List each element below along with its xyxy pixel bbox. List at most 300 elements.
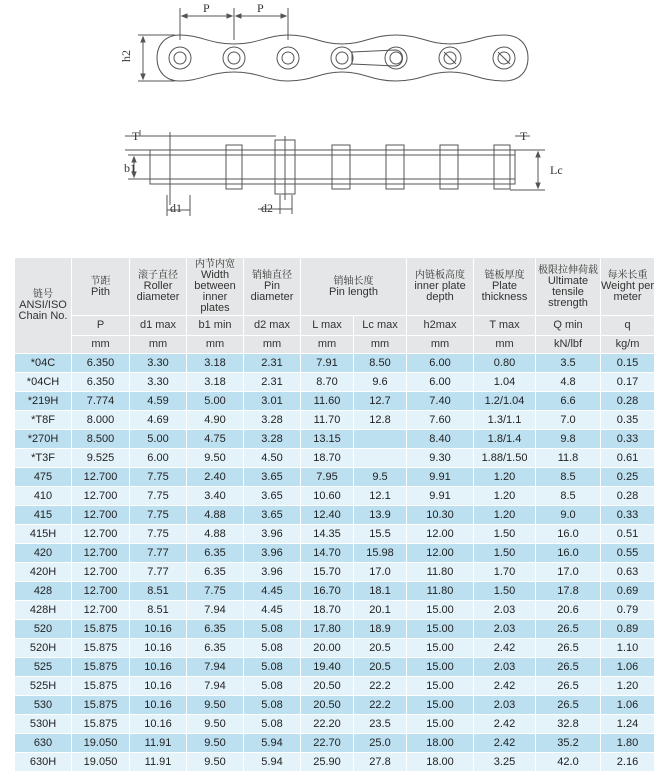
table-cell: 7.75 [187, 582, 244, 601]
table-cell: 9.8 [536, 430, 601, 449]
pitch-label-2: P [257, 1, 264, 15]
header-plate-depth: 内链板高度 inner plate depth [407, 258, 474, 316]
table-cell: 1.20 [474, 506, 536, 525]
chain-no-cell: 630 [15, 734, 72, 753]
table-cell: 42.0 [536, 753, 601, 772]
table-cell: 16.0 [536, 544, 601, 563]
table-cell: 5.00 [187, 392, 244, 411]
h2-label: h2 [119, 50, 133, 62]
chain-no-cell: 410 [15, 487, 72, 506]
table-cell: 3.18 [187, 373, 244, 392]
table-cell: 15.00 [407, 639, 474, 658]
table-cell: 10.16 [130, 677, 187, 696]
chain-no-cell: *04CH [15, 373, 72, 392]
table-cell: 15.98 [354, 544, 407, 563]
unit-tensile: kN/lbf [536, 336, 601, 354]
table-cell: 5.08 [244, 620, 301, 639]
table-cell: 15.00 [407, 715, 474, 734]
table-cell [354, 430, 407, 449]
table-cell: 7.0 [536, 411, 601, 430]
table-cell: 19.40 [301, 658, 354, 677]
table-cell: 5.08 [244, 658, 301, 677]
d1-label: d1 [170, 201, 182, 215]
table-cell: 22.2 [354, 696, 407, 715]
table-cell: 8.000 [72, 411, 130, 430]
table-cell: 5.08 [244, 677, 301, 696]
d2-label: d2 [261, 201, 273, 215]
table-cell: 15.875 [72, 620, 130, 639]
table-cell: 2.03 [474, 620, 536, 639]
table-cell: 20.00 [301, 639, 354, 658]
table-body [15, 354, 655, 772]
table-row [15, 373, 655, 392]
table-cell: 0.17 [601, 373, 655, 392]
unit-pitch: mm [72, 336, 130, 354]
table-cell: 12.1 [354, 487, 407, 506]
table-cell: 11.80 [407, 582, 474, 601]
table-cell: 14.35 [301, 525, 354, 544]
table-row [15, 354, 655, 373]
table-cell: 11.91 [130, 753, 187, 772]
table-cell: 12.700 [72, 563, 130, 582]
table-cell: 15.875 [72, 639, 130, 658]
table-cell: 0.63 [601, 563, 655, 582]
table-cell: 7.75 [130, 468, 187, 487]
table-cell: 0.15 [601, 354, 655, 373]
table-cell: 18.1 [354, 582, 407, 601]
b1-label: b1 [124, 161, 136, 175]
table-cell: 3.25 [474, 753, 536, 772]
chain-spec-table [14, 257, 655, 772]
table-cell: 3.40 [187, 487, 244, 506]
table-cell: 10.16 [130, 696, 187, 715]
table-cell: 2.03 [474, 696, 536, 715]
table-cell: 7.91 [301, 354, 354, 373]
unit-pin-diameter: mm [244, 336, 301, 354]
table-cell: 12.40 [301, 506, 354, 525]
symbol-pitch: P [72, 316, 130, 336]
header-pitch: 节距 Pith [72, 258, 130, 316]
table-row [15, 753, 655, 772]
table-cell: 15.875 [72, 715, 130, 734]
table-cell: 2.42 [474, 677, 536, 696]
table-cell: 5.00 [130, 430, 187, 449]
table-cell: 3.65 [244, 487, 301, 506]
table-cell: 23.5 [354, 715, 407, 734]
table-cell: 4.45 [244, 582, 301, 601]
table-cell: 12.700 [72, 544, 130, 563]
table-row [15, 715, 655, 734]
table-cell: 2.42 [474, 639, 536, 658]
unit-thickness: mm [474, 336, 536, 354]
table-cell: 7.75 [130, 525, 187, 544]
table-cell: 8.51 [130, 601, 187, 620]
table-cell: 17.8 [536, 582, 601, 601]
chain-no-cell: 420 [15, 544, 72, 563]
table-cell: 35.2 [536, 734, 601, 753]
header-inner-width: 内节内宽 Width between inner plates [187, 258, 244, 316]
table-cell: 22.70 [301, 734, 354, 753]
header-chain-no: 链号 ANSI/ISO Chain No. [15, 258, 72, 354]
table-cell: 9.50 [187, 449, 244, 468]
lc-label: Lc [550, 163, 563, 177]
table-cell: 17.0 [354, 563, 407, 582]
chain-no-cell: 520 [15, 620, 72, 639]
table-cell: 8.40 [407, 430, 474, 449]
table-row [15, 525, 655, 544]
table-cell: 1.20 [601, 677, 655, 696]
table-cell: 17.80 [301, 620, 354, 639]
table-cell: 12.700 [72, 582, 130, 601]
table-cell: 19.050 [72, 753, 130, 772]
t-label-right: T [520, 129, 528, 143]
header-plate-thickness: 链板厚度 Plate thickness [474, 258, 536, 316]
table-cell: 1.06 [601, 658, 655, 677]
table-cell: 10.30 [407, 506, 474, 525]
table-cell: 6.350 [72, 354, 130, 373]
chain-no-cell: *T8F [15, 411, 72, 430]
table-cell: 15.875 [72, 677, 130, 696]
table-cell: 18.00 [407, 734, 474, 753]
table-cell: 7.77 [130, 563, 187, 582]
table-cell: 20.1 [354, 601, 407, 620]
table-cell: 0.28 [601, 392, 655, 411]
header-weight: 每米长重 Weight per meter [601, 258, 655, 316]
table-cell: 8.5 [536, 487, 601, 506]
table-cell: 9.30 [407, 449, 474, 468]
table-cell: 1.04 [474, 373, 536, 392]
table-cell: 7.94 [187, 677, 244, 696]
symbol-plate-depth: h2max [407, 316, 474, 336]
table-cell: 5.08 [244, 696, 301, 715]
chain-no-cell: 415H [15, 525, 72, 544]
header-pin-length: 销轴长度 Pin length [301, 258, 407, 316]
table-cell: 5.94 [244, 734, 301, 753]
table-cell: 9.91 [407, 487, 474, 506]
table-cell: 15.00 [407, 601, 474, 620]
header-tensile-strength: 极限拉伸荷载 Ultimate tensile strength [536, 258, 601, 316]
table-cell: 25.0 [354, 734, 407, 753]
table-cell: 6.35 [187, 563, 244, 582]
table-cell: 1.10 [601, 639, 655, 658]
table-cell: 6.00 [407, 354, 474, 373]
table-row [15, 658, 655, 677]
table-cell: 12.700 [72, 487, 130, 506]
table-cell: 11.70 [301, 411, 354, 430]
table-cell: 8.500 [72, 430, 130, 449]
table-cell: 26.5 [536, 696, 601, 715]
chain-no-cell: 530H [15, 715, 72, 734]
chain-no-cell: 428 [15, 582, 72, 601]
t-label-left: T [132, 129, 140, 143]
table-cell: 15.00 [407, 696, 474, 715]
table-cell: 20.5 [354, 639, 407, 658]
table-cell: 25.90 [301, 753, 354, 772]
table-cell: 12.700 [72, 468, 130, 487]
table-cell: 10.16 [130, 715, 187, 734]
table-row [15, 601, 655, 620]
table-cell: 1.20 [474, 468, 536, 487]
table-cell: 5.08 [244, 639, 301, 658]
table-cell: 15.00 [407, 677, 474, 696]
table-cell: 12.8 [354, 411, 407, 430]
table-cell: 13.15 [301, 430, 354, 449]
table-cell: 10.16 [130, 658, 187, 677]
table-cell: 4.45 [244, 601, 301, 620]
table-cell: 0.69 [601, 582, 655, 601]
table-row [15, 411, 655, 430]
table-cell: 7.77 [130, 544, 187, 563]
table-cell: 17.0 [536, 563, 601, 582]
chain-no-cell: *219H [15, 392, 72, 411]
header-pin-diameter: 销轴直径 Pin diameter [244, 258, 301, 316]
table-cell: 26.5 [536, 658, 601, 677]
table-cell: 2.03 [474, 658, 536, 677]
symbol-pin-length-l: L max [301, 316, 354, 336]
table-cell: 7.95 [301, 468, 354, 487]
table-cell: 7.75 [130, 506, 187, 525]
table-cell: 7.94 [187, 658, 244, 677]
chain-no-cell: 475 [15, 468, 72, 487]
table-cell: 3.96 [244, 544, 301, 563]
table-cell: 4.59 [130, 392, 187, 411]
table-cell: 4.8 [536, 373, 601, 392]
table-cell: 10.16 [130, 639, 187, 658]
symbol-tensile: Q min [536, 316, 601, 336]
table-cell: 9.50 [187, 715, 244, 734]
table-row [15, 487, 655, 506]
table-cell: 0.35 [601, 411, 655, 430]
table-cell: 20.50 [301, 696, 354, 715]
table-cell: 15.875 [72, 658, 130, 677]
table-cell: 12.00 [407, 525, 474, 544]
table-cell: 9.50 [187, 734, 244, 753]
table-cell: 15.70 [301, 563, 354, 582]
table-cell: 2.16 [601, 753, 655, 772]
table-cell: 0.51 [601, 525, 655, 544]
table-cell: 18.00 [407, 753, 474, 772]
table-cell: 3.65 [244, 506, 301, 525]
header-roller-diameter: 滚子直径 Roller diameter [130, 258, 187, 316]
table-cell: 1.50 [474, 525, 536, 544]
table-cell: 3.30 [130, 373, 187, 392]
symbol-thickness: T max [474, 316, 536, 336]
table-row [15, 468, 655, 487]
table-cell: 15.00 [407, 620, 474, 639]
table-cell: 3.01 [244, 392, 301, 411]
table-row [15, 563, 655, 582]
chain-no-cell: 428H [15, 601, 72, 620]
table-cell: 9.0 [536, 506, 601, 525]
table-cell: 26.5 [536, 677, 601, 696]
table-cell: 2.31 [244, 354, 301, 373]
unit-width: mm [187, 336, 244, 354]
table-cell: 32.8 [536, 715, 601, 734]
table-cell: 9.91 [407, 468, 474, 487]
table-cell: 10.60 [301, 487, 354, 506]
table-cell: 19.050 [72, 734, 130, 753]
table-cell: 18.70 [301, 601, 354, 620]
table-cell: 11.8 [536, 449, 601, 468]
table-cell: 3.96 [244, 563, 301, 582]
table-cell: 7.75 [130, 487, 187, 506]
table-cell: 3.30 [130, 354, 187, 373]
chain-no-cell: 525 [15, 658, 72, 677]
table-cell: 0.33 [601, 430, 655, 449]
table-cell: 5.94 [244, 753, 301, 772]
table-cell: 1.06 [601, 696, 655, 715]
table-cell: 18.70 [301, 449, 354, 468]
table-cell: 12.700 [72, 601, 130, 620]
table-cell: 7.774 [72, 392, 130, 411]
table-cell: 1.70 [474, 563, 536, 582]
symbol-roller: d1 max [130, 316, 187, 336]
table-cell: 8.70 [301, 373, 354, 392]
table-row [15, 544, 655, 563]
table-cell: 0.79 [601, 601, 655, 620]
table-cell: 1.88/1.50 [474, 449, 536, 468]
table-row [15, 430, 655, 449]
table-cell: 18.9 [354, 620, 407, 639]
table-cell: 6.35 [187, 620, 244, 639]
table-cell: 2.03 [474, 601, 536, 620]
table-cell: 2.40 [187, 468, 244, 487]
table-cell: 8.51 [130, 582, 187, 601]
table-cell: 4.69 [130, 411, 187, 430]
chain-no-cell: 630H [15, 753, 72, 772]
symbol-pin-length-lc: Lc max [354, 316, 407, 336]
table-cell: 1.50 [474, 544, 536, 563]
table-cell: 12.00 [407, 544, 474, 563]
table-cell: 11.91 [130, 734, 187, 753]
table-cell: 3.5 [536, 354, 601, 373]
table-cell: 12.700 [72, 506, 130, 525]
table-cell: 0.55 [601, 544, 655, 563]
table-cell: 1.2/1.04 [474, 392, 536, 411]
table-cell: 6.00 [130, 449, 187, 468]
table-cell: 11.80 [407, 563, 474, 582]
chain-no-cell: 420H [15, 563, 72, 582]
table-cell: 1.3/1.1 [474, 411, 536, 430]
table-cell: 0.61 [601, 449, 655, 468]
unit-pin-length-l: mm [301, 336, 354, 354]
table-cell: 6.35 [187, 639, 244, 658]
table-cell: 4.90 [187, 411, 244, 430]
table-cell: 26.5 [536, 639, 601, 658]
table-cell: 3.28 [244, 411, 301, 430]
table-cell: 1.8/1.4 [474, 430, 536, 449]
table-cell: 6.00 [407, 373, 474, 392]
chain-drawing [0, 0, 663, 255]
table-cell: 6.350 [72, 373, 130, 392]
table-cell: 27.8 [354, 753, 407, 772]
table-cell: 3.96 [244, 525, 301, 544]
table-row [15, 582, 655, 601]
table-cell: 10.16 [130, 620, 187, 639]
chain-no-cell: 520H [15, 639, 72, 658]
table-cell: 3.28 [244, 430, 301, 449]
table-cell: 7.60 [407, 411, 474, 430]
table-cell [354, 449, 407, 468]
table-cell: 9.50 [187, 753, 244, 772]
table-cell: 6.35 [187, 544, 244, 563]
table-cell: 0.28 [601, 487, 655, 506]
table-cell: 26.5 [536, 620, 601, 639]
table-cell: 0.89 [601, 620, 655, 639]
table-cell: 2.31 [244, 373, 301, 392]
chain-no-cell: 525H [15, 677, 72, 696]
table-cell: 15.5 [354, 525, 407, 544]
table-cell: 22.2 [354, 677, 407, 696]
table-row [15, 639, 655, 658]
chain-no-cell: *T3F [15, 449, 72, 468]
table-cell: 8.5 [536, 468, 601, 487]
table-cell: 5.08 [244, 715, 301, 734]
table-cell: 4.88 [187, 525, 244, 544]
chain-no-cell: 530 [15, 696, 72, 715]
table-cell: 1.20 [474, 487, 536, 506]
table-cell: 13.9 [354, 506, 407, 525]
table-cell: 0.33 [601, 506, 655, 525]
unit-plate-depth: mm [407, 336, 474, 354]
pitch-label-1: P [203, 1, 210, 15]
table-row [15, 392, 655, 411]
table-cell: 12.700 [72, 525, 130, 544]
table-cell: 9.50 [187, 696, 244, 715]
table-cell: 3.65 [244, 468, 301, 487]
table-cell: 20.50 [301, 677, 354, 696]
table-cell: 15.875 [72, 696, 130, 715]
table-row [15, 449, 655, 468]
table-cell: 0.25 [601, 468, 655, 487]
table-cell: 1.50 [474, 582, 536, 601]
chain-no-cell: 415 [15, 506, 72, 525]
table-cell: 14.70 [301, 544, 354, 563]
symbol-pin-diameter: d2 max [244, 316, 301, 336]
table-cell: 1.80 [601, 734, 655, 753]
table-row [15, 734, 655, 753]
table-cell: 12.7 [354, 392, 407, 411]
table-cell: 9.6 [354, 373, 407, 392]
table-cell: 22.20 [301, 715, 354, 734]
chain-diagram [0, 0, 663, 255]
table-cell: 2.42 [474, 734, 536, 753]
table-row [15, 677, 655, 696]
table-row [15, 620, 655, 639]
table-cell: 2.42 [474, 715, 536, 734]
table-cell: 4.50 [244, 449, 301, 468]
table-cell: 7.40 [407, 392, 474, 411]
unit-pin-length-lc: mm [354, 336, 407, 354]
table-row [15, 696, 655, 715]
table-cell: 3.18 [187, 354, 244, 373]
table-cell: 1.24 [601, 715, 655, 734]
table-cell: 7.94 [187, 601, 244, 620]
table-cell: 20.5 [354, 658, 407, 677]
table-cell: 8.50 [354, 354, 407, 373]
table-cell: 9.525 [72, 449, 130, 468]
chain-no-cell: *04C [15, 354, 72, 373]
table-cell: 20.6 [536, 601, 601, 620]
table-cell: 11.60 [301, 392, 354, 411]
table-cell: 15.00 [407, 658, 474, 677]
table-cell: 0.80 [474, 354, 536, 373]
symbol-weight: q [601, 316, 655, 336]
table-cell: 16.70 [301, 582, 354, 601]
unit-weight: kg/m [601, 336, 655, 354]
table-row [15, 506, 655, 525]
unit-roller: mm [130, 336, 187, 354]
